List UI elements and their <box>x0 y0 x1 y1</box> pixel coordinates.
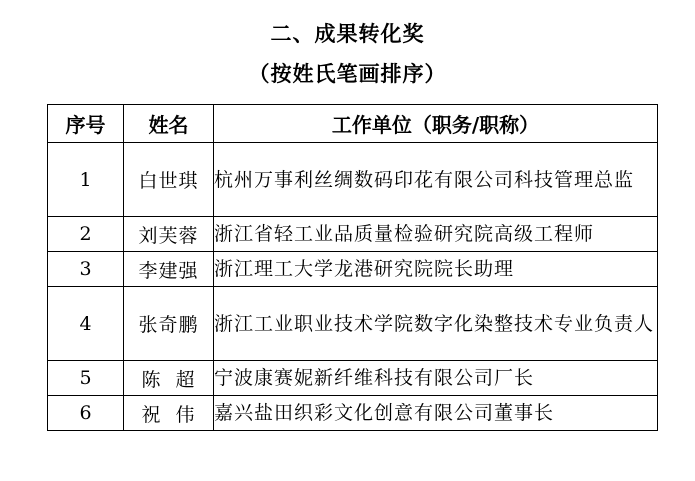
row-unit: 宁波康赛妮新纤维科技有限公司厂长 <box>214 361 658 396</box>
row-unit: 浙江省轻工业品质量检验研究院高级工程师 <box>214 217 658 252</box>
row-name: 刘芙蓉 <box>124 217 214 252</box>
row-name: 李建强 <box>124 252 214 287</box>
table-row <box>48 396 658 431</box>
row-name: 张奇鹏 <box>124 287 214 361</box>
table-row <box>48 361 658 396</box>
row-unit: 浙江理工大学龙港研究院院长助理 <box>214 252 658 287</box>
row-name: 白世琪 <box>124 143 214 217</box>
row-unit: 嘉兴盐田织彩文化创意有限公司董事长 <box>214 396 658 431</box>
row-index: 1 <box>48 143 124 217</box>
row-index: 4 <box>48 287 124 361</box>
section-subtitle: （按姓氏笔画排序） <box>248 62 447 86</box>
table-row <box>48 287 658 361</box>
row-index: 3 <box>48 252 124 287</box>
row-unit: 浙江工业职业技术学院数字化染整技术专业负责人 <box>214 287 658 361</box>
header-index: 序号 <box>48 105 124 143</box>
section-title: 二、成果转化奖 <box>270 22 425 46</box>
header-name: 姓名 <box>124 105 214 143</box>
row-index: 2 <box>48 217 124 252</box>
row-unit: 杭州万事利丝绸数码印花有限公司科技管理总监 <box>214 143 658 217</box>
table-row <box>48 217 658 252</box>
row-index: 5 <box>48 361 124 396</box>
award-table <box>47 104 658 431</box>
table-header-row <box>48 105 658 143</box>
table-row <box>48 252 658 287</box>
row-name: 陈 超 <box>124 361 214 396</box>
table-row <box>48 143 658 217</box>
header-unit: 工作单位（职务/职称） <box>214 105 658 143</box>
row-index: 6 <box>48 396 124 431</box>
row-name: 祝 伟 <box>124 396 214 431</box>
